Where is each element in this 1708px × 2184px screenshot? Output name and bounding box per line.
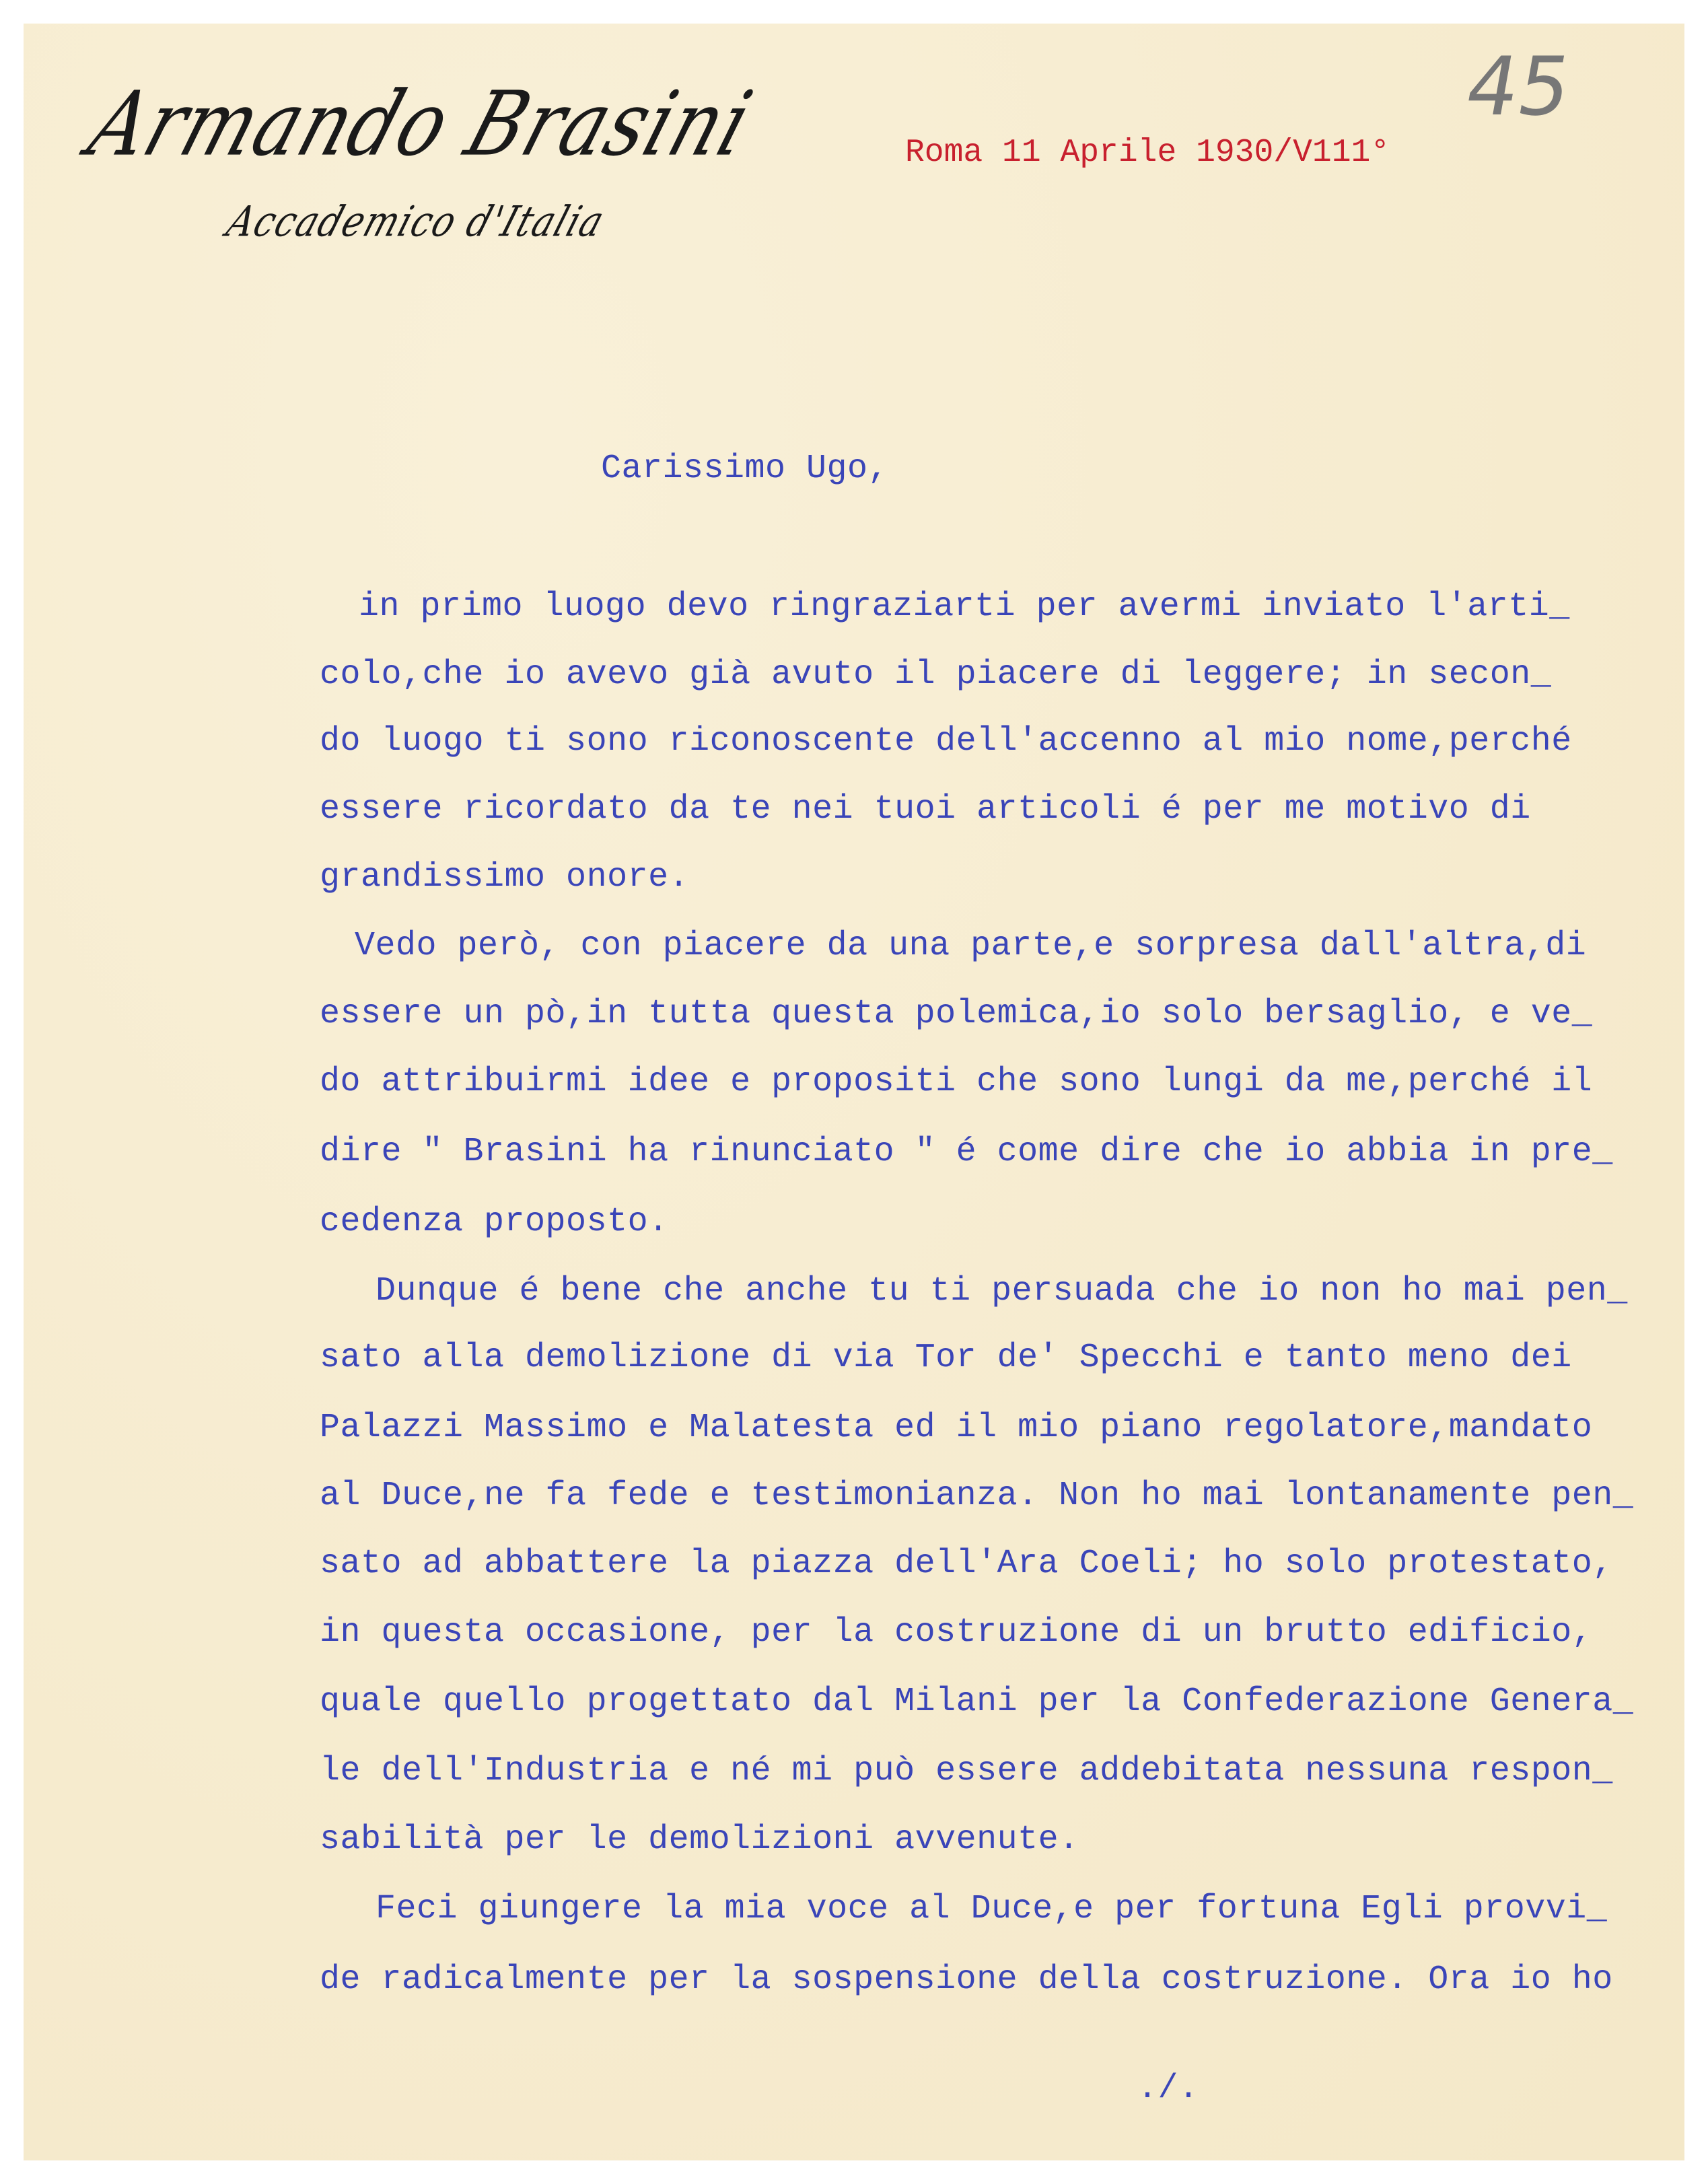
body-line: de radicalmente per la sospensione della costruzione. Ora io ho [320, 1961, 1613, 1999]
pencil-page-number: 45 [1458, 40, 1578, 134]
body-line: le dell'Industria e né mi può essere addebitata nessuna respon_ [320, 1752, 1613, 1790]
body-line: sato ad abbattere la piazza dell'Ara Coeli; ho solo protestato, [320, 1545, 1613, 1583]
salutation: Carissimo Ugo, [601, 450, 889, 488]
body-line: essere un pò,in tutta questa polemica,io solo bersaglio, e ve_ [320, 995, 1593, 1033]
body-line: do attribuirmi idee e propositi che sono lungi da me,perché il [320, 1063, 1593, 1101]
body-line: dire " Brasini ha rinunciato " é come dire che io abbia in pre_ [320, 1133, 1613, 1171]
body-line: sabilità per le demolizioni avvenute. [320, 1821, 1079, 1859]
body-line: colo,che io avevo già avuto il piacere di leggere; in secon_ [320, 656, 1552, 694]
letter-date: Roma 11 Aprile 1930/V111° [905, 135, 1390, 171]
letterhead-title: Accademico d'Italia [221, 198, 611, 246]
body-line: in primo luogo devo ringraziarti per avermi inviato l'arti_ [359, 588, 1570, 626]
body-line: Dunque é bene che anche tu ti persuada che io non ho mai pen_ [376, 1272, 1628, 1310]
body-line: sato alla demolizione di via Tor de' Specchi e tanto meno dei [320, 1339, 1572, 1377]
body-line: do luogo ti sono riconoscente dell'accenno al mio nome,perché [320, 722, 1572, 761]
letterhead-name: Armando Brasini [77, 72, 764, 176]
body-line: Feci giungere la mia voce al Duce,e per fortuna Egli provvi_ [376, 1890, 1608, 1928]
body-line: Palazzi Massimo e Malatesta ed il mio piano regolatore,mandato [320, 1409, 1593, 1447]
body-line: al Duce,ne fa fede e testimonianza. Non ho mai lontanamente pen_ [320, 1477, 1634, 1515]
continuation-mark: ./. [1137, 2070, 1199, 2108]
body-line: essere ricordato da te nei tuoi articoli é per me motivo di [320, 790, 1531, 829]
body-line: Vedo però, con piacere da una parte,e sorpresa dall'altra,di [355, 927, 1587, 965]
body-line: in questa occasione, per la costruzione di un brutto edificio, [320, 1613, 1593, 1652]
body-line: grandissimo onore. [320, 858, 690, 896]
body-line: cedenza proposto. [320, 1203, 669, 1241]
body-line: quale quello progettato dal Milani per la Confederazione Genera_ [320, 1683, 1634, 1721]
